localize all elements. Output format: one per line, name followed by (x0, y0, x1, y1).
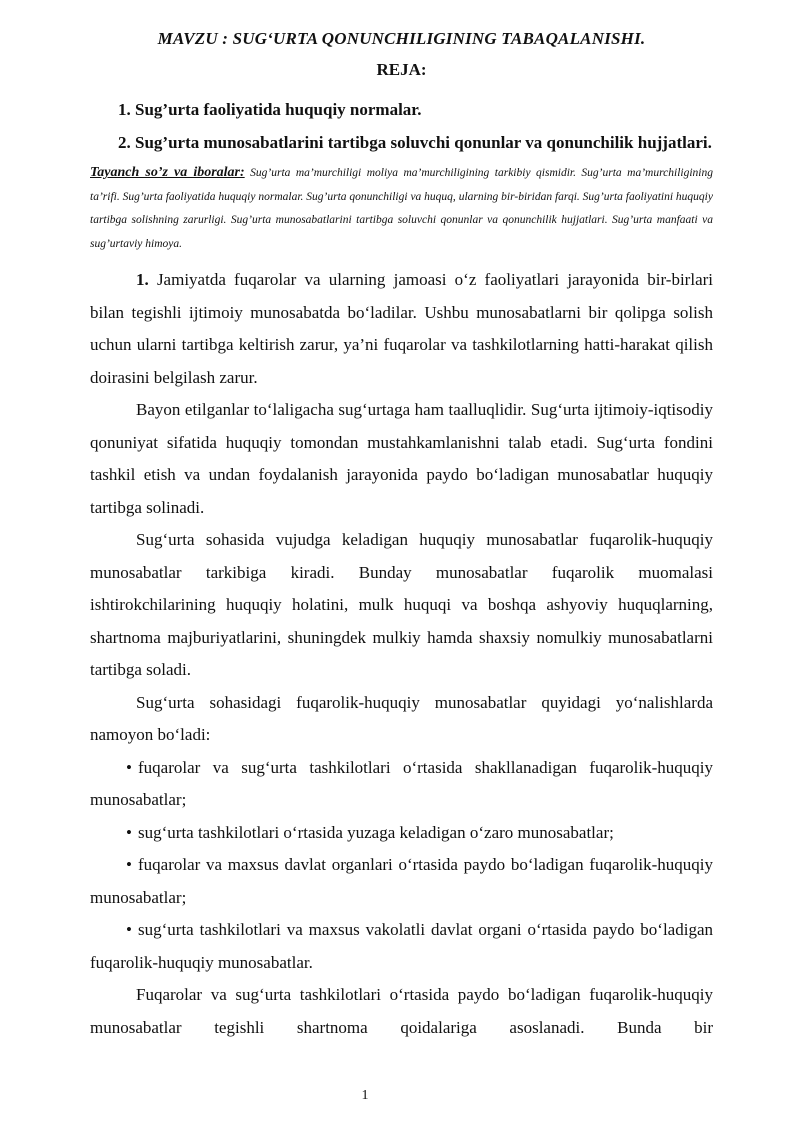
paragraph-5: Fuqarolar va sug‘urta tashkilotlari o‘rtasida paydo bo‘ladigan fuqarolik-huquqiy munosabatlar tegishli shartnoma qoidalariga asoslanadi. Bunda bir (90, 985, 713, 1037)
keywords-label: Tayanch so’z va iboralar: (90, 165, 245, 180)
bullet-text: fuqarolar va maxsus davlat organlari o‘rtasida paydo bo‘ladigan fuqarolik-huquqiy munosabatlar; (90, 855, 713, 907)
paragraph-1-text: Jamiyatda fuqarolar va ularning jamoasi o‘z faoliyatlari jarayonida bir-birlari bilan tegishli ijtimoiy munosabatda bo‘ladilar. Ushbu munosabatlarni bir qolipga solish uchun ularni tartibga keltirish zarur, ya’ni fuqarolar va tashkilotlarning hatti-harakat qilish doirasini belgilash zarur. (90, 270, 713, 387)
bullet-icon: • (126, 822, 132, 842)
bullet-icon: • (126, 855, 132, 874)
document-title: MAVZU : SUG‘URTA QONUNCHILIGINING TABAQALANISHI. (157, 29, 646, 48)
keywords-text: Sug’urta ma’murchiligi moliya ma’murchiligining tarkibiy qismidir. Sug’urta ma’murchiligining ta’rifi. Sug’urta faoliyatida huquqiy normalar. Sug’urta qonunchiligi va huquq, ularning bir-biridan farqi. Sug’urta faoliyatini huquqiy tartibga solishning zarurligi. Sug’urta munosabatlarini tartibga soluvchi qonunlar va qonunchilik hujjatlari. Sug’urta manfaati va sug’urtaviy himoya. (90, 167, 713, 250)
bullet-icon: • (126, 920, 132, 939)
body-text (90, 264, 713, 1044)
plan-list (90, 93, 713, 159)
keywords-block (90, 161, 713, 256)
plan-heading: REJA: (376, 60, 427, 79)
bullet-item (90, 752, 713, 817)
paragraph-3: Sug‘urta sohasida vujudga keladigan huquqiy munosabatlar fuqarolik-huquqiy munosabatlar tarkibiga kiradi. Bunday munosabatlar fuqarolik muomalasi ishtirokchilarining huquqiy holatini, mulk huquqi va boshqa ashyoviy huquqlarning, shartnoma majburiyatlarini, shuningdek mulkiy hamda shaxsiy nomulkiy munosabatlarni tartibga soladi. (90, 530, 713, 679)
bullet-item (90, 914, 713, 979)
paragraph-2: Bayon etilganlar to‘laligacha sug‘urtaga ham taalluqlidir. Sug‘urta ijtimoiy-iqtisodiy qonuniyat sifatida huquqiy tomondan mustahkamlanishni talab etadi. Sug‘urta fondini tashkil etish va undan foydalanish jarayonida paydo bo‘ladigan munosabatlar huquqiy tartibga solinadi. (90, 400, 713, 517)
page-number: 1 (361, 1088, 369, 1103)
bullet-item (90, 849, 713, 914)
bullet-text: fuqarolar va sug‘urta tashkilotlari o‘rtasida shakllanadigan fuqarolik-huquqiy munosabatlar; (90, 757, 713, 809)
paragraph-4: Sug‘urta sohasidagi fuqarolik-huquqiy munosabatlar quyidagi yo‘nalishlarda namoyon bo‘ladi: (90, 692, 713, 744)
plan-item-1: 1. Sug’urta faoliyatida huquqiy normalar. (118, 100, 422, 119)
paragraph-1 (90, 264, 713, 394)
plan-item-2: 2. Sug’urta munosabatlarini tartibga soluvchi qonunlar va qonunchilik hujjatlari. (118, 133, 712, 152)
document-page (90, 26, 713, 1044)
bullet-text: sug‘urta tashkilotlari va maxsus vakolatli davlat organi o‘rtasida paydo bo‘ladigan fuqarolik-huquqiy munosabatlar. (90, 920, 713, 972)
section-number: 1. (136, 270, 149, 289)
bullet-item (90, 817, 713, 850)
bullet-icon: • (126, 757, 132, 777)
bullet-text: sug‘urta tashkilotlari o‘rtasida yuzaga keladigan o‘zaro munosabatlar; (138, 822, 614, 842)
